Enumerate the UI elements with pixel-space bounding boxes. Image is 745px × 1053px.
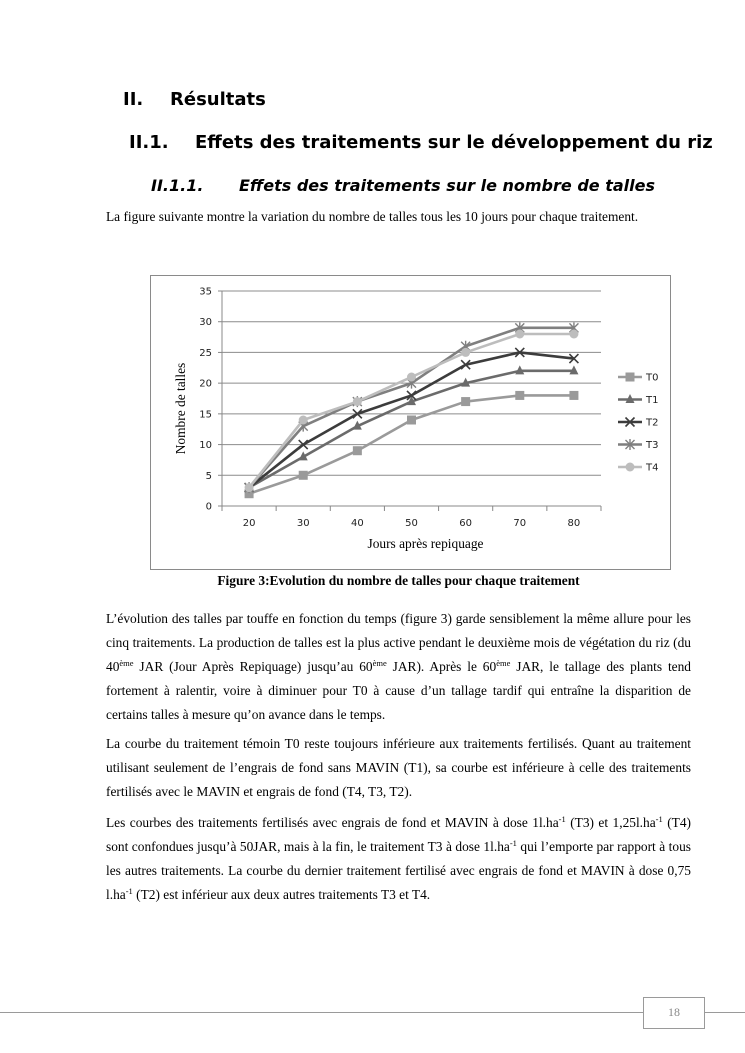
x-tick-label-50: 50 xyxy=(405,518,418,529)
x-tick-label-30: 30 xyxy=(296,518,310,529)
section-title: Résultats xyxy=(170,89,266,110)
series-T3 xyxy=(245,322,579,493)
series-line-T4 xyxy=(249,334,574,488)
point-T0-70 xyxy=(515,391,524,400)
point-T0-80 xyxy=(569,391,578,400)
p1-text-d: JAR, le tallage des plants tend fortement à ralentir, voire à diminuer pour T0 à cause d’un tallage tardif qui entraîne la disparition de certains talles à mesure qu’on avance dans le temps. xyxy=(106,659,691,722)
x-axis-title: Jours après repiquage xyxy=(367,536,484,551)
subsubsection-title: Effets des traitements sur le nombre de talles xyxy=(239,176,655,195)
y-tick-label-35: 35 xyxy=(199,286,212,298)
intro-paragraph: La figure suivante montre la variation du nombre de talles tous les 10 jours pour chaque traitement. xyxy=(106,209,639,224)
tillers-chart xyxy=(150,275,671,570)
p3-text-a: Les courbes des traitements fertilisés avec engrais de fond et MAVIN à dose 1l.ha xyxy=(106,815,559,830)
page-number: 18 xyxy=(668,1005,680,1019)
figure-caption: Figure 3:Evolution du nombre de talles pour chaque traitement xyxy=(217,573,580,588)
legend xyxy=(618,373,658,474)
legend-marker-T4 xyxy=(626,463,635,472)
y-tick-label-25: 25 xyxy=(199,347,212,359)
y-tick-label-15: 15 xyxy=(199,409,212,421)
paragraph-control: La courbe du traitement témoin T0 reste toujours inférieure aux traitements fertilisés. Quant au traitement utilisant seulement de l’engrais de fond sans MAVIN (T1), sa courbe est inférieure à celle des traitements fertilisés avec le MAVIN et engrais de fond (T4, T3, T2). xyxy=(106,736,691,799)
p3-text-e: (T2) est inférieur aux deux autres traitements T3 et T4. xyxy=(132,887,431,902)
subsubsection-heading xyxy=(151,176,655,195)
legend-item-T3 xyxy=(618,439,658,451)
p1-sup-3: ème xyxy=(496,658,511,668)
p3-text-b: (T3) et 1,25l.ha xyxy=(565,815,656,830)
p1-text-c: JAR). Après le 60 xyxy=(386,659,497,674)
footer-line xyxy=(0,1012,745,1013)
legend-marker-T0 xyxy=(626,373,635,382)
y-tick-label-10: 10 xyxy=(199,440,212,452)
p3-sup-1: -1 xyxy=(558,814,566,824)
x-tick-label-40: 40 xyxy=(350,518,364,529)
p3-text-c: (T4) sont confondues jusqu’à 50JAR, mais à la fin, le traitement T3 à dose 1l.ha xyxy=(106,815,691,854)
point-T0-30 xyxy=(299,471,308,480)
legend-label-T0: T0 xyxy=(646,372,659,384)
y-tick-label-0: 0 xyxy=(205,501,212,513)
x-tick-label-60: 60 xyxy=(459,518,473,529)
point-T4-60 xyxy=(461,348,470,357)
legend-label-T2: T2 xyxy=(646,417,659,429)
p3-sup-4: -1 xyxy=(125,886,133,896)
p1-text-a: L’évolution des talles par touffe en fonction du temps (figure 3) garde sensiblement la même allure pour les cinq traitements. La production de talles est la plus active pendant le deuxième mois de végétation du riz (du 40 xyxy=(106,611,691,674)
page-number-box xyxy=(643,997,705,1029)
y-tick-label-5: 5 xyxy=(205,470,212,482)
x-tick-label-80: 80 xyxy=(567,518,581,529)
p3-sup-3: -1 xyxy=(509,838,517,848)
point-T4-80 xyxy=(569,330,578,339)
p1-sup-1: ème xyxy=(119,658,134,668)
paragraph-evolution xyxy=(106,607,691,727)
p1-sup-2: ème xyxy=(372,658,387,668)
legend-label-T1: T1 xyxy=(646,395,659,406)
section-number: II. xyxy=(123,89,144,110)
y-axis-title: Nombre de talles xyxy=(173,362,188,455)
point-T4-50 xyxy=(407,373,416,382)
y-tick-label-30: 30 xyxy=(199,317,212,329)
point-T0-60 xyxy=(461,397,470,406)
point-T0-50 xyxy=(407,416,416,425)
legend-label-T4: T4 xyxy=(646,462,659,474)
x-tick-label-70: 70 xyxy=(513,518,527,529)
paragraph-fertilized xyxy=(106,811,691,907)
legend-item-T2 xyxy=(618,418,658,429)
p3-text-d: qui l’emporte par rapport à tous les autres traitements. La courbe du dernier traitement fertilisé avec engrais de fond et MAVIN à dose 0,75 l.ha xyxy=(106,839,692,902)
y-tick-label-20: 20 xyxy=(199,378,212,390)
point-T4-70 xyxy=(515,330,524,339)
p1-text-b: JAR (Jour Après Repiquage) jusqu’au 60 xyxy=(133,659,373,674)
p3-sup-2: -1 xyxy=(655,814,663,824)
subsection-number: II.1. xyxy=(129,132,169,153)
legend-item-T4 xyxy=(618,463,658,474)
line-chart xyxy=(151,276,670,569)
subsection-title: Effets des traitements sur le développement du riz xyxy=(195,132,713,153)
x-tick-label-20: 20 xyxy=(242,518,256,529)
point-T0-40 xyxy=(353,446,362,455)
point-T4-20 xyxy=(245,483,254,492)
subsubsection-number: II.1.1. xyxy=(151,176,204,195)
point-T4-40 xyxy=(353,397,362,406)
legend-label-T3: T3 xyxy=(646,440,659,451)
subsection-heading xyxy=(129,132,713,153)
legend-item-T1 xyxy=(618,394,658,406)
section-heading xyxy=(123,89,266,110)
legend-item-T0 xyxy=(618,373,658,384)
point-T4-30 xyxy=(299,416,308,425)
